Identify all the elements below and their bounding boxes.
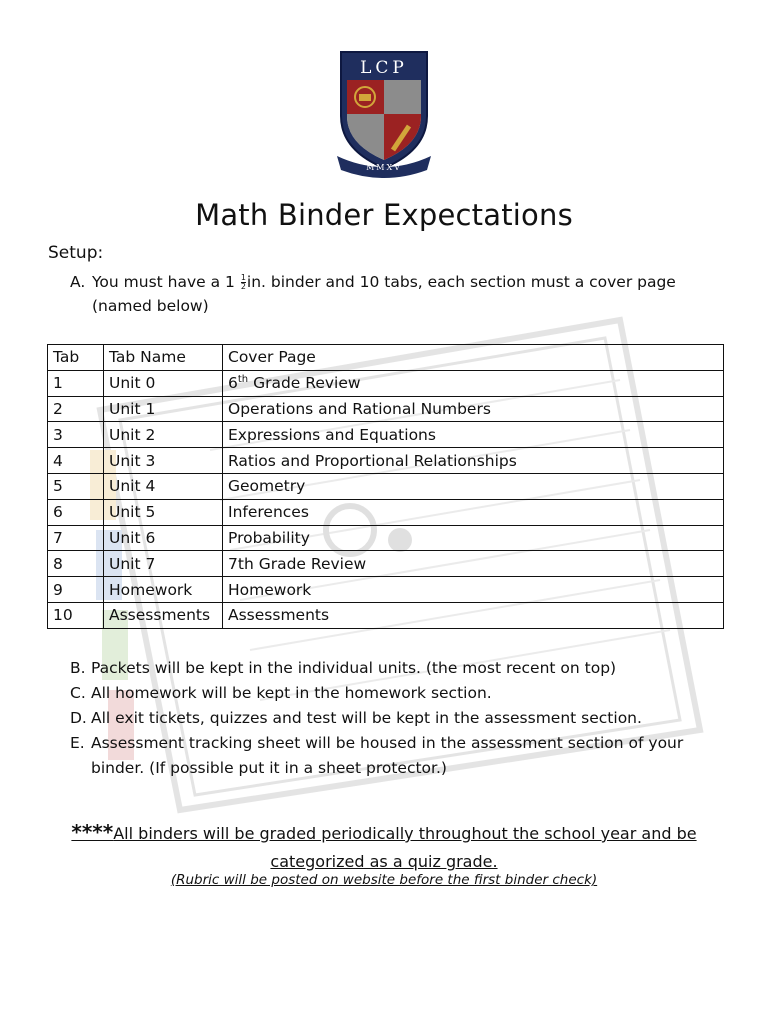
cover-page-cell: Geometry xyxy=(223,473,724,499)
column-header-tab-name: Tab Name xyxy=(104,345,223,371)
list-item-c xyxy=(70,681,730,706)
table-row xyxy=(48,525,724,551)
cover-page-cell: Probability xyxy=(223,525,724,551)
grading-note xyxy=(48,818,720,876)
table-row xyxy=(48,499,724,525)
table-row xyxy=(48,370,724,396)
table-header-row xyxy=(48,345,724,371)
tab-number-cell: 4 xyxy=(48,448,104,474)
expectations-list xyxy=(70,656,730,781)
cover-page-cell: Expressions and Equations xyxy=(223,422,724,448)
list-item-text: You must have a $1 \frac{1}{2}$ in. binder and 10 tabs, each section must a cover page (named below) xyxy=(92,273,676,315)
note-text: All binders will be graded periodically throughout the school year and be categorized as a quiz grade. xyxy=(113,824,697,871)
svg-text:MMXV: MMXV xyxy=(366,163,402,172)
note-stars: **** xyxy=(71,820,114,844)
table-row xyxy=(48,602,724,628)
list-letter: C. xyxy=(70,684,86,702)
tab-number-cell: 9 xyxy=(48,577,104,603)
list-item-text: Assessment tracking sheet will be housed in the assessment section of your binder. (If possible put it in a sheet protector.) xyxy=(91,734,684,777)
list-letter: A. xyxy=(70,273,86,291)
tab-number-cell: 8 xyxy=(48,551,104,577)
tab-name-cell: Unit 1 xyxy=(104,396,223,422)
list-item-text: Packets will be kept in the individual units. (the most recent on top) xyxy=(91,659,617,677)
svg-text:LCP: LCP xyxy=(360,58,408,78)
column-header-tab: Tab xyxy=(48,345,104,371)
cover-page-cell: Ratios and Proportional Relationships xyxy=(223,448,724,474)
cover-page-cell: Assessments xyxy=(223,602,724,628)
cover-page-cell: Operations and Rational Numbers xyxy=(223,396,724,422)
list-item-a xyxy=(70,270,710,318)
rubric-note: (Rubric will be posted on website before the first binder check) xyxy=(170,872,598,888)
list-item-d xyxy=(70,706,730,731)
tab-number-cell: 1 xyxy=(48,370,104,396)
cover-page-cell: Homework xyxy=(223,577,724,603)
list-item-text: All exit tickets, quizzes and test will be kept in the assessment section. xyxy=(91,709,642,727)
cover-page-cell: Inferences xyxy=(223,499,724,525)
table-row xyxy=(48,551,724,577)
list-letter: B. xyxy=(70,659,86,677)
cover-page-cell: 6th Grade Review xyxy=(223,370,724,396)
tab-number-cell: 7 xyxy=(48,525,104,551)
column-header-cover-page: Cover Page xyxy=(223,345,724,371)
tab-name-cell: Unit 2 xyxy=(104,422,223,448)
table-row xyxy=(48,473,724,499)
table-row xyxy=(48,448,724,474)
tab-name-cell: Unit 4 xyxy=(104,473,223,499)
page-title: Math Binder Expectations xyxy=(195,198,573,232)
table-row xyxy=(48,396,724,422)
tab-name-cell: Unit 3 xyxy=(104,448,223,474)
tab-name-cell: Assessments xyxy=(104,602,223,628)
list-item-text: All homework will be kept in the homework section. xyxy=(91,684,492,702)
setup-label: Setup: xyxy=(48,243,104,263)
list-letter: D. xyxy=(70,709,87,727)
tab-number-cell: 3 xyxy=(48,422,104,448)
tab-number-cell: 10 xyxy=(48,602,104,628)
table-row xyxy=(48,422,724,448)
tabs-table xyxy=(47,344,724,629)
tab-name-cell: Homework xyxy=(104,577,223,603)
list-letter: E. xyxy=(70,734,85,752)
cover-page-cell: 7th Grade Review xyxy=(223,551,724,577)
fraction: $\frac{1}{2}$ xyxy=(240,273,246,291)
list-item-b xyxy=(70,656,730,681)
tab-name-cell: Unit 5 xyxy=(104,499,223,525)
tab-name-cell: Unit 0 xyxy=(104,370,223,396)
table-row xyxy=(48,577,724,603)
school-crest-logo xyxy=(335,46,433,178)
list-item-e xyxy=(70,731,730,781)
tab-number-cell: 2 xyxy=(48,396,104,422)
tab-number-cell: 6 xyxy=(48,499,104,525)
tab-name-cell: Unit 6 xyxy=(104,525,223,551)
tab-name-cell: Unit 7 xyxy=(104,551,223,577)
tab-number-cell: 5 xyxy=(48,473,104,499)
